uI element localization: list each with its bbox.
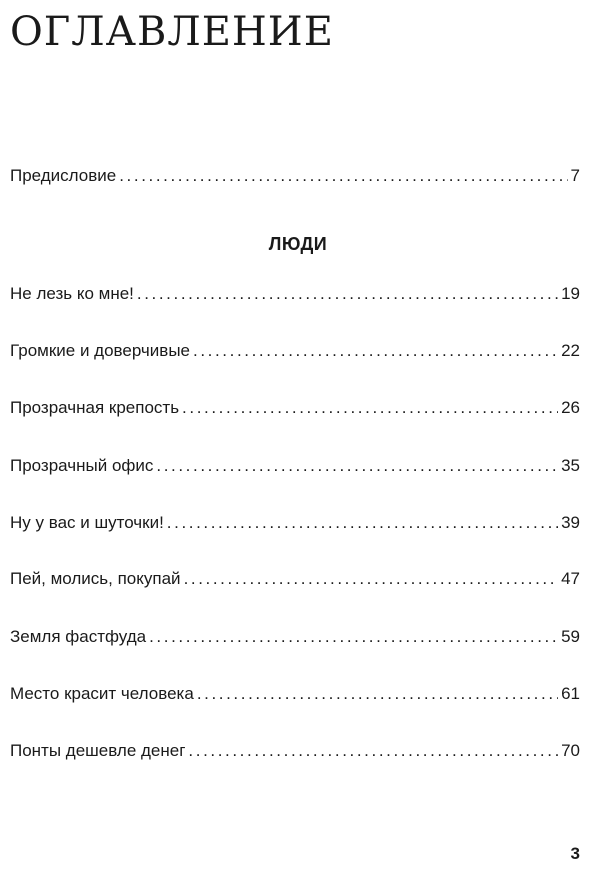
toc-entry-title: Прозрачная крепость	[10, 398, 180, 417]
toc-entry[interactable]	[10, 339, 580, 363]
toc-entry-title: Место красит человека	[10, 684, 194, 703]
toc-entry-title: Громкие и доверчивые	[10, 341, 190, 360]
toc-entry-page: 19	[561, 284, 580, 303]
toc-entry[interactable]	[10, 625, 580, 649]
section-heading: ЛЮДИ	[268, 234, 328, 254]
toc-entry-preface[interactable]	[10, 164, 580, 188]
dot-leader	[193, 339, 558, 363]
toc-entry[interactable]	[10, 282, 580, 306]
toc-entry-title: Земля фастфуда	[10, 627, 147, 646]
toc-entry-page: 35	[561, 456, 580, 475]
page-number: 3	[570, 844, 580, 863]
toc-entry-title: Ну у вас и шуточки!	[10, 513, 164, 532]
toc-entry[interactable]	[10, 567, 580, 591]
dot-leader	[188, 739, 558, 763]
toc-entry-page: 7	[570, 166, 580, 185]
toc-entry[interactable]	[10, 454, 580, 478]
dot-leader	[184, 567, 559, 591]
toc-entry-title: Не лезь ко мне!	[10, 284, 134, 303]
toc-entry-title: Понты дешевле денег	[10, 741, 186, 760]
dot-leader	[137, 282, 558, 306]
toc-entry-page: 70	[561, 741, 580, 760]
toc-entry-page: 47	[561, 569, 580, 588]
toc-entry-page: 26	[561, 398, 580, 417]
toc-entry-page: 39	[561, 513, 580, 532]
toc-entry[interactable]	[10, 739, 580, 763]
page-title: ОГЛАВЛЕНИЕ	[10, 9, 334, 55]
dot-leader	[119, 164, 567, 188]
dot-leader	[149, 625, 558, 649]
toc-entry-title: Прозрачный офис	[10, 456, 154, 475]
toc-entry-page: 22	[561, 341, 580, 360]
dot-leader	[156, 454, 558, 478]
dot-leader	[197, 682, 558, 706]
dot-leader	[167, 511, 558, 535]
toc-entry-title: Предисловие	[10, 166, 117, 185]
toc-entry[interactable]	[10, 682, 580, 706]
toc-entry-page: 59	[561, 627, 580, 646]
toc-entry[interactable]	[10, 396, 580, 420]
toc-entry[interactable]	[10, 511, 580, 535]
toc-entry-page: 61	[561, 684, 580, 703]
toc-entry-title: Пей, молись, покупай	[10, 569, 181, 588]
dot-leader	[182, 396, 558, 420]
